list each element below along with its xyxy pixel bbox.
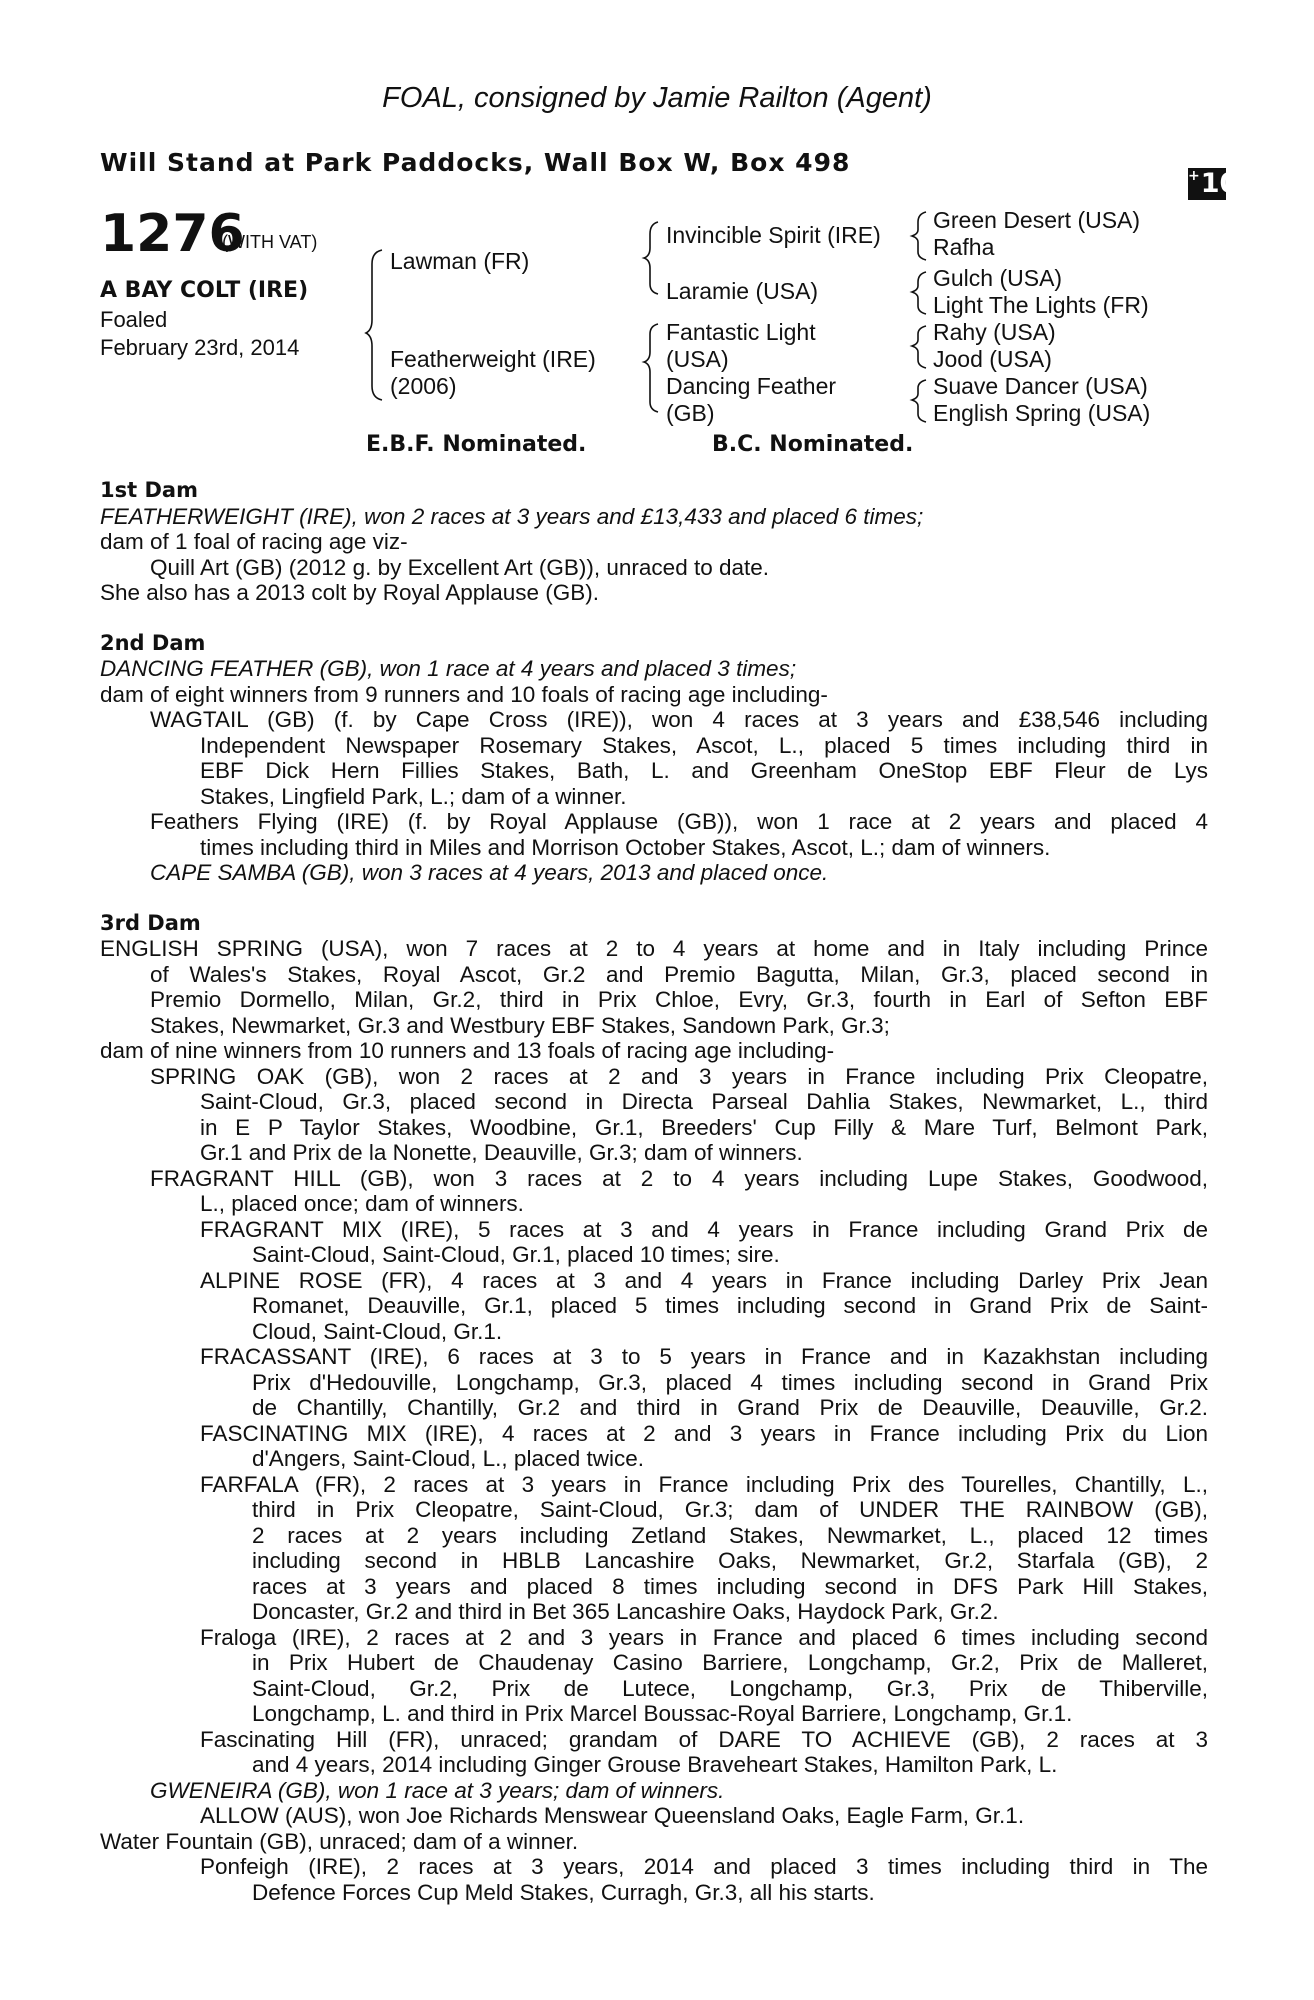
ped-dam-sire-2: (USA) [666, 346, 729, 372]
third-dam-line: Defence Forces Cup Meld Stakes, Curragh, Gr.3, all his starts. [252, 1879, 875, 1905]
ped-g1: Green Desert (USA) [933, 207, 1141, 233]
third-dam-heading: 3rd Dam [100, 910, 201, 935]
ped-sire-dam: Laramie (USA) [666, 278, 819, 304]
badge-value: 10 [1200, 168, 1239, 199]
third-dam-line: including second in HBLB Lancashire Oaks, Newmarket, Gr.2, Starfala (GB), 2 [252, 1548, 1208, 1573]
vat-label: (WITH VAT) [222, 232, 318, 252]
third-dam-line: 2 races at 2 years including Zetland Stakes, Newmarket, L., placed 12 times [252, 1522, 1208, 1548]
third-dam-line: ALPINE ROSE (FR), 4 races at 3 and 4 years in France including Darley Prix Jean [200, 1267, 1208, 1293]
second-dam-line: DANCING FEATHER (GB), won 1 race at 4 years and placed 3 times; [100, 656, 797, 681]
third-dam-line: FRAGRANT MIX (IRE), 5 races at 3 and 4 years in France including Grand Prix de [200, 1216, 1208, 1242]
third-dam-line: FASCINATING MIX (IRE), 4 races at 2 and 3 years in France including Prix du Lion [200, 1420, 1208, 1446]
ped-sire: Lawman (FR) [390, 248, 530, 274]
third-dam-line: Saint-Cloud, Gr.3, placed second in Directa Parseal Dahlia Stakes, Newmarket, L., third [200, 1089, 1208, 1114]
ped-g7: Suave Dancer (USA) [933, 373, 1148, 399]
third-dam-line: third in Prix Cleopatre, Saint-Cloud, Gr.3; dam of UNDER THE RAINBOW (GB), [252, 1497, 1208, 1522]
catalogue-body [100, 478, 1208, 1905]
third-dam-line: de Chantilly, Chantilly, Gr.2 and third in Grand Prix de Deauville, Deauville, Gr.2. [252, 1395, 1208, 1420]
third-dam-line: ENGLISH SPRING (USA), won 7 races at 2 to 4 years at home and in Italy including Prince [100, 936, 1208, 961]
second-dam-line [100, 707, 1208, 733]
progeny-text: WAGTAIL (GB) (f. by Cape Cross (IRE)), won 4 races at 3 years and £38,546 including [150, 707, 1208, 732]
third-dam-line: Prix d'Hedouville, Longchamp, Gr.3, placed 4 times including second in Grand Prix [252, 1369, 1208, 1395]
stand-location: Will Stand at Park Paddocks, Wall Box W, Box 498 [100, 148, 851, 177]
ped-dam-year: (2006) [390, 373, 457, 399]
ped-sire-sire: Invincible Spirit (IRE) [666, 222, 881, 248]
ped-dam-dam-2: (GB) [666, 400, 715, 426]
ped-dam: Featherweight (IRE) [390, 346, 596, 372]
first-dam-line [100, 504, 1208, 530]
third-dam-line: Gr.1 and Prix de la Nonette, Deauville, Gr.3; dam of winners. [200, 1140, 803, 1165]
third-dam-line: Stakes, Newmarket, Gr.3 and Westbury EBF Stakes, Sandown Park, Gr.3; [150, 1012, 890, 1038]
second-dam-line: Independent Newspaper Rosemary Stakes, Ascot, L., placed 5 times including third in [200, 732, 1208, 758]
third-dam-line: and 4 years, 2014 including Ginger Grouse Braveheart Stakes, Hamilton Park, L. [252, 1752, 1058, 1777]
ped-dam-sire-1: Fantastic Light [666, 319, 816, 345]
second-dam-line: CAPE SAMBA (GB), won 3 races at 4 years, 2013 and placed once. [150, 860, 829, 885]
third-dam-line: Fraloga (IRE), 2 races at 2 and 3 years in France and placed 6 times including second [200, 1624, 1208, 1650]
third-dam-line: SPRING OAK (GB), won 2 races at 2 and 3 years in France including Prix Cleopatre, [150, 1063, 1208, 1089]
third-dam-line: Saint-Cloud, Gr.2, Prix de Lutece, Longchamp, Gr.3, Prix de Thiberville, [252, 1675, 1208, 1701]
first-dam-text: FEATHERWEIGHT (IRE), won 2 races at 3 years and £13,433 and placed 6 times; [100, 503, 924, 529]
third-dam-line: of Wales's Stakes, Royal Ascot, Gr.2 and Premio Bagutta, Milan, Gr.3, placed second in [150, 961, 1208, 987]
first-dam-heading: 1st Dam [100, 478, 198, 502]
lot-number: 1276 [100, 204, 245, 264]
bc-nominated: B.C. Nominated. [712, 432, 914, 457]
third-dam-line: Water Fountain (GB), unraced; dam of a winner. [100, 1828, 579, 1854]
third-dam-line: Premio Dormello, Milan, Gr.2, third in Prix Chloe, Evry, Gr.3, fourth in Earl of Sefton EBF [150, 987, 1208, 1012]
third-dam-line: d'Angers, Saint-Cloud, L., placed twice. [252, 1446, 645, 1471]
first-dam-line: She also has a 2013 colt by Royal Applause (GB). [100, 580, 600, 605]
ped-g8: English Spring (USA) [933, 400, 1151, 426]
third-dam-line: ALLOW (AUS), won Joe Richards Menswear Queensland Oaks, Eagle Farm, Gr.1. [200, 1803, 1025, 1828]
second-dam-line: EBF Dick Hern Fillies Stakes, Bath, L. and Greenham OneStop EBF Fleur de Lys [200, 758, 1208, 783]
third-dam-line: FARFALA (FR), 2 races at 3 years in France including Prix des Tourelles, Chantilly, L., [200, 1471, 1208, 1497]
third-dam-line: FRAGRANT HILL (GB), won 3 races at 2 to 4 years including Lupe Stakes, Goodwood, [150, 1165, 1208, 1191]
third-dam-line: L., placed once; dam of winners. [200, 1191, 524, 1216]
first-dam-line: Quill Art (GB) (2012 g. by Excellent Art (GB)), unraced to date. [150, 554, 770, 580]
third-dam-line: Saint-Cloud, Saint-Cloud, Gr.1, placed 10 times; sire. [252, 1242, 780, 1267]
third-dam-line: races at 3 years and placed 8 times including second in DFS Park Hill Stakes, [252, 1573, 1208, 1599]
third-dam-line: GWENEIRA (GB), won 1 race at 3 years; dam of winners. [150, 1777, 725, 1803]
foaled-date: February 23rd, 2014 [100, 335, 300, 360]
third-dam-line: in Prix Hubert de Chaudenay Casino Barriere, Longchamp, Gr.2, Prix de Malleret, [252, 1650, 1208, 1675]
ped-g4: Light The Lights (FR) [933, 292, 1149, 318]
third-dam-line: Ponfeigh (IRE), 2 races at 3 years, 2014 and placed 3 times including third in The [200, 1854, 1208, 1879]
third-dam-line: Cloud, Saint-Cloud, Gr.1. [252, 1318, 503, 1344]
third-dam-line: Fascinating Hill (FR), unraced; grandam of DARE TO ACHIEVE (GB), 2 races at 3 [200, 1726, 1208, 1752]
third-dam-line: dam of nine winners from 10 runners and 13 foals of racing age including- [100, 1038, 835, 1063]
third-dam-line: Longchamp, L. and third in Prix Marcel Boussac-Royal Barriere, Longchamp, Gr.1. [252, 1701, 1073, 1726]
second-dam-line: dam of eight winners from 9 runners and 10 foals of racing age including- [100, 681, 828, 707]
first-dam-line: dam of 1 foal of racing age viz- [100, 529, 408, 554]
third-dam-line: FRACASSANT (IRE), 6 races at 3 to 5 years in France and in Kazakhstan including [200, 1344, 1208, 1369]
second-dam-line: times including third in Miles and Morrison October Stakes, Ascot, L.; dam of winners. [200, 834, 1051, 860]
second-dam-line: Stakes, Lingfield Park, L.; dam of a winner. [200, 783, 627, 809]
foaled-label: Foaled [100, 307, 168, 332]
page-header: FOAL, consigned by Jamie Railton (Agent) [382, 82, 932, 114]
ebf-nominated: E.B.F. Nominated. [366, 432, 587, 457]
third-dam-line: Romanet, Deauville, Gr.1, placed 5 times including second in Grand Prix de Saint- [252, 1293, 1208, 1318]
ped-g5: Rahy (USA) [933, 319, 1056, 345]
second-dam-line: Feathers Flying (IRE) (f. by Royal Applause (GB)), won 1 race at 2 years and placed 4 [150, 809, 1208, 834]
pedigree-brackets [0, 0, 1314, 480]
ped-dam-dam-1: Dancing Feather [666, 373, 837, 399]
third-dam-line: Doncaster, Gr.2 and third in Bet 365 Lancashire Oaks, Haydock Park, Gr.2. [252, 1599, 999, 1624]
badge-plus: + [1188, 168, 1200, 184]
lot-title: A BAY COLT (IRE) [100, 278, 309, 303]
ped-g3: Gulch (USA) [933, 265, 1063, 291]
second-dam-heading: 2nd Dam [100, 630, 206, 655]
third-dam-line: in E P Taylor Stakes, Woodbine, Gr.1, Breeders' Cup Filly & Mare Turf, Belmont Park, [200, 1114, 1208, 1140]
ped-g2: Rafha [933, 234, 995, 260]
ped-g6: Jood (USA) [933, 346, 1052, 372]
